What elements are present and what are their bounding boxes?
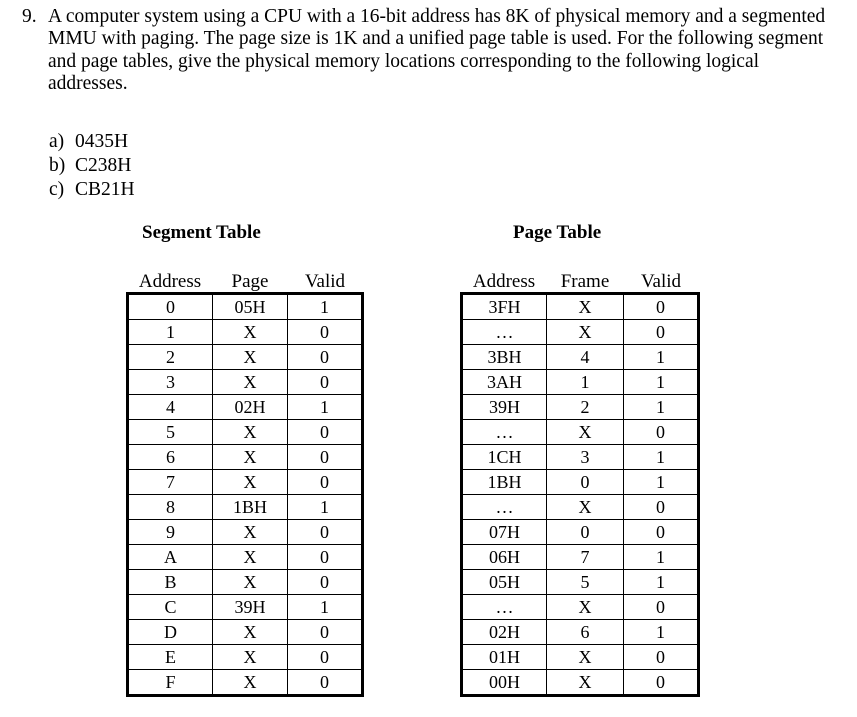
table-cell: 1 <box>624 445 699 470</box>
table-row <box>462 570 699 595</box>
table-cell: X <box>213 420 288 445</box>
column-header: Page <box>231 271 269 292</box>
page-table <box>460 268 700 697</box>
table-cell: 0 <box>288 320 363 345</box>
table-row <box>462 445 699 470</box>
table-row <box>128 445 363 470</box>
table-cell: 1 <box>624 570 699 595</box>
table-cell: X <box>547 495 624 520</box>
table-row <box>128 595 363 620</box>
table-cell: 4 <box>547 345 624 370</box>
table-cell: 1 <box>624 345 699 370</box>
table-cell: B <box>128 570 213 595</box>
table-cell: X <box>213 645 288 670</box>
table-cell: 1 <box>128 320 213 345</box>
column-header: Valid <box>304 271 346 292</box>
table-cell: X <box>547 645 624 670</box>
table-cell: 0 <box>288 545 363 570</box>
table-row <box>462 545 699 570</box>
answer-label: c) <box>49 179 65 200</box>
column-header: Address <box>472 271 536 292</box>
table-cell: F <box>128 670 213 696</box>
table-cell: 39H <box>462 395 547 420</box>
segment-table-header <box>128 268 363 294</box>
table-cell: 0 <box>288 420 363 445</box>
table-row <box>462 645 699 670</box>
table-row <box>128 420 363 445</box>
answer-label: b) <box>49 155 66 176</box>
table-cell: 6 <box>128 445 213 470</box>
page-table-header <box>462 268 699 294</box>
question <box>22 6 837 95</box>
table-row <box>128 395 363 420</box>
table-cell: 0 <box>624 670 699 696</box>
table-cell: X <box>213 370 288 395</box>
answer-value: CB21H <box>75 179 135 200</box>
page-table-title: Page Table <box>513 222 602 243</box>
table-cell: 0 <box>288 645 363 670</box>
table-cell: 8 <box>128 495 213 520</box>
table-cell: A <box>128 545 213 570</box>
table-row <box>462 294 699 320</box>
table-cell: 0 <box>288 570 363 595</box>
table-row <box>128 645 363 670</box>
table-cell: 1BH <box>462 470 547 495</box>
table-cell: 3 <box>547 445 624 470</box>
table-row <box>462 595 699 620</box>
table-cell: 0 <box>288 520 363 545</box>
table-cell: X <box>547 420 624 445</box>
answer-value: 0435H <box>75 131 129 152</box>
table-cell: X <box>547 320 624 345</box>
table-cell: 01H <box>462 645 547 670</box>
table-cell: 0 <box>547 470 624 495</box>
table-row <box>128 520 363 545</box>
answer-value: C238H <box>75 155 132 176</box>
table-cell: … <box>462 420 547 445</box>
table-cell: 3FH <box>462 294 547 320</box>
table-cell: 0 <box>624 645 699 670</box>
table-cell: 1 <box>624 395 699 420</box>
table-cell: 1 <box>547 370 624 395</box>
answer-item <box>49 154 135 178</box>
table-row <box>462 320 699 345</box>
table-cell: 2 <box>547 395 624 420</box>
table-row <box>462 670 699 696</box>
table-row <box>128 670 363 696</box>
table-cell: 07H <box>462 520 547 545</box>
table-row <box>128 370 363 395</box>
answer-list <box>49 130 135 202</box>
table-cell: 0 <box>624 320 699 345</box>
segment-table <box>126 268 364 697</box>
table-cell: X <box>213 545 288 570</box>
table-cell: 1CH <box>462 445 547 470</box>
table-row <box>128 320 363 345</box>
table-cell: D <box>128 620 213 645</box>
table-cell: X <box>213 470 288 495</box>
table-cell: 1 <box>624 545 699 570</box>
table-cell: 1 <box>288 294 363 320</box>
table-cell: 0 <box>288 670 363 696</box>
segment-table-title: Segment Table <box>142 222 261 243</box>
table-cell: 1 <box>624 370 699 395</box>
table-cell: 1BH <box>213 495 288 520</box>
table-row <box>128 294 363 320</box>
table-cell: X <box>213 620 288 645</box>
table-cell: 5 <box>547 570 624 595</box>
table-cell: 0 <box>128 294 213 320</box>
table-cell: 02H <box>213 395 288 420</box>
table-cell: 9 <box>128 520 213 545</box>
table-row <box>128 570 363 595</box>
table-row <box>462 370 699 395</box>
table-cell: 06H <box>462 545 547 570</box>
table-row <box>462 495 699 520</box>
answer-label: a) <box>49 131 65 152</box>
table-row <box>462 345 699 370</box>
table-row <box>128 620 363 645</box>
table-cell: 05H <box>213 294 288 320</box>
table-cell: 3 <box>128 370 213 395</box>
table-cell: X <box>213 445 288 470</box>
table-cell: 1 <box>288 595 363 620</box>
table-row <box>462 620 699 645</box>
table-row <box>462 470 699 495</box>
table-cell: 1 <box>624 470 699 495</box>
table-cell: 7 <box>128 470 213 495</box>
table-cell: 4 <box>128 395 213 420</box>
table-cell: X <box>213 520 288 545</box>
table-row <box>128 470 363 495</box>
table-row <box>128 495 363 520</box>
answer-item <box>49 130 135 154</box>
table-cell: … <box>462 595 547 620</box>
table-cell: X <box>547 595 624 620</box>
table-cell: 0 <box>624 595 699 620</box>
table-cell: 0 <box>288 345 363 370</box>
table-cell: X <box>213 320 288 345</box>
table-cell: 0 <box>288 370 363 395</box>
table-cell: 0 <box>624 420 699 445</box>
table-cell: X <box>213 570 288 595</box>
table-cell: 3AH <box>462 370 547 395</box>
table-cell: 2 <box>128 345 213 370</box>
table-cell: X <box>547 294 624 320</box>
table-cell: 0 <box>624 520 699 545</box>
table-row <box>462 520 699 545</box>
table-cell: … <box>462 320 547 345</box>
table-cell: 0 <box>288 620 363 645</box>
column-header: Valid <box>640 271 682 292</box>
table-cell: 6 <box>547 620 624 645</box>
question-number: 9. <box>22 6 37 27</box>
table-cell: 39H <box>213 595 288 620</box>
question-text: A computer system using a CPU with a 16-bit address has 8K of physical memory and a segmented MMU with paging. The page size is 1K and a unified page table is used. For the following segment and page tables, give the physical memory locations corresponding to the following logical addresses. <box>48 6 826 94</box>
table-cell: C <box>128 595 213 620</box>
column-header: Address <box>138 271 202 292</box>
table-cell: 1 <box>624 620 699 645</box>
table-cell: 02H <box>462 620 547 645</box>
table-cell: 0 <box>624 294 699 320</box>
table-cell: 0 <box>624 495 699 520</box>
table-cell: X <box>547 670 624 696</box>
table-cell: 0 <box>547 520 624 545</box>
table-cell: 3BH <box>462 345 547 370</box>
table-cell: 05H <box>462 570 547 595</box>
table-cell: 0 <box>288 445 363 470</box>
table-row <box>462 420 699 445</box>
table-row <box>128 545 363 570</box>
column-header: Frame <box>560 271 610 292</box>
answer-item <box>49 178 135 202</box>
table-cell: 0 <box>288 470 363 495</box>
table-row <box>128 345 363 370</box>
table-cell: 1 <box>288 495 363 520</box>
table-cell: … <box>462 495 547 520</box>
table-cell: 00H <box>462 670 547 696</box>
table-row <box>462 395 699 420</box>
table-cell: 7 <box>547 545 624 570</box>
table-cell: 1 <box>288 395 363 420</box>
table-cell: E <box>128 645 213 670</box>
table-cell: X <box>213 670 288 696</box>
table-cell: 5 <box>128 420 213 445</box>
table-cell: X <box>213 345 288 370</box>
